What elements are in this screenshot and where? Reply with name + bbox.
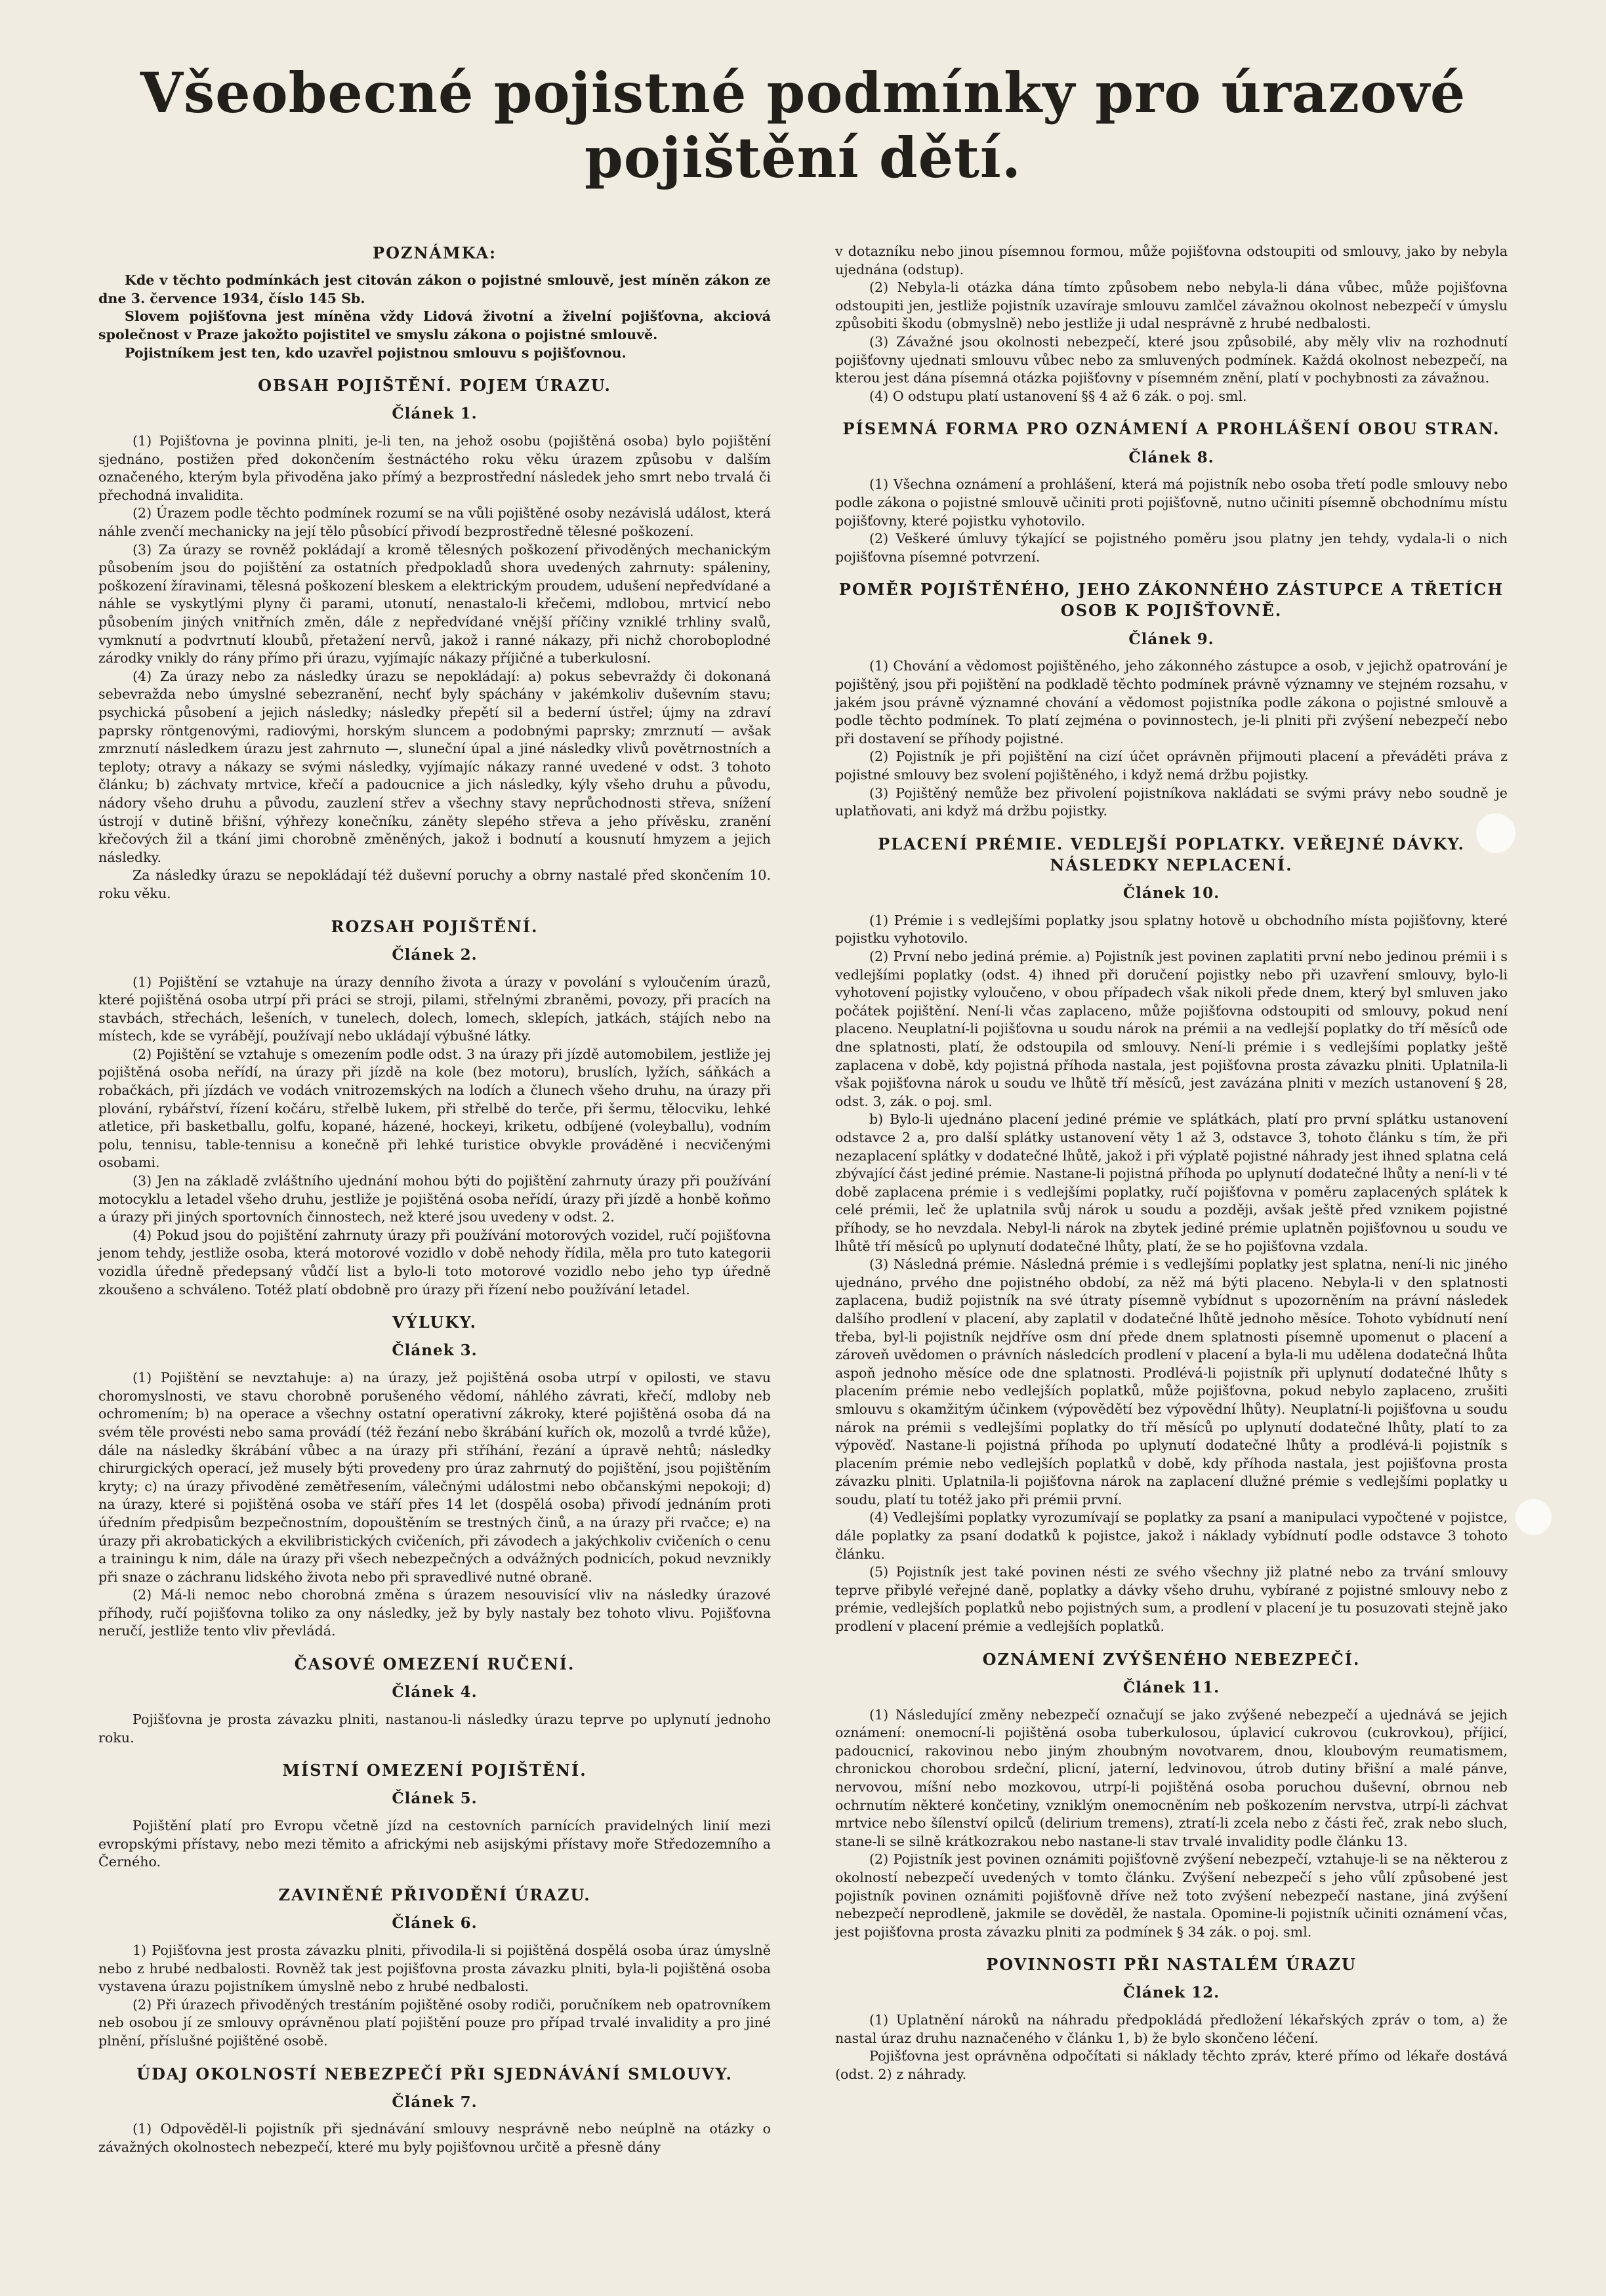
paragraph: (4) O odstupu platí ustanovení §§ 4 až 6 zák. o poj. sml.: [869, 388, 1247, 404]
paragraph: (2) Nebyla-li otázka dána tímto způsobem nebo nebyla-li dána vůbec, může pojišťovna odstoupiti jen, jestliže pojistník uzavíraje smlouvu zamlčel závažnou okolnost nebezpečí v úmyslu způsobiti škodu (obmyslně) nebo jestliže ji udal nesprávně z hrubé nedbalosti.: [835, 279, 1508, 332]
paragraph: (2) Pojistník jest povinen oznámiti pojišťovně zvýšení nebezpečí, vztahuje-li se na některou z okolností nebezpečí uvedených v tomto článku. Zvýšení nebezpečí s jeho vůlí způsobené jest pojistník povinen oznámiti pojišťovně dříve než toto zvýšení nebezpečí nastane, jiná zvýšení nebezpečí neprodleně, jakmile se dověděl, že nastala. Opomine-li pojistník učiniti oznámení včas, jest pojišťovna prosta závazku plniti za podmínek § 34 zák. o poj. sml.: [835, 1851, 1508, 1940]
article-number: Článek 9.: [1128, 630, 1214, 648]
paragraph: Pojišťovna je prosta závazku plniti, nastanou-li následky úrazu teprve po uplynutí jednoho roku.: [98, 1712, 771, 1746]
paragraph: (2) První nebo jediná prémie. a) Pojistník jest povinen zaplatiti první nebo jedinou prémii i s vedlejšími poplatky (odst. 4) ihned při doručení pojistky nebo při uzavření smlouvy, bylo-li vyhotovení pojistky vyloučeno, v obou případech však nikoli přede dnem, který byl smluven jako počátek pojištění. Není-li včas zaplaceno, může pojišťovna odstoupiti od smlouvy, pokud není placeno. Neuplatní-li pojišťovna u soudu nárok na prémii a na vedlejší poplatky do tří měsíců ode dne splatnosti, platí, že odstoupila od smlouvy. Není-li prémie i s vedlejšími poplatky ještě zaplacena v době, kdy pojistná příhoda nastala, jest pojišťovna prosta závazku plniti. Uplatnila-li však pojišťovna nárok u soudu ve lhůtě tří měsíců, jest zavázána plniti v mezích ustanovení § 28, odst. 3, zák. o poj. sml.: [835, 949, 1508, 1109]
section-heading: POMĚR POJIŠTĚNÉHO, JEHO ZÁKONNÉHO ZÁSTUPCE A TŘETÍCH OSOB K POJIŠŤOVNĚ.: [838, 580, 1504, 621]
paragraph: (1) Pojišťovna je povinna plniti, je-li ten, na jehož osobu (pojištěná osoba) bylo pojištění sjednáno, postižen před dokončením šestnáctého roku věku úrazem způsobu v dalším označeného, kterým byla přivoděna jako přímý a bezprostřední následek jeho smrt nebo trvalá či přechodná invalidita.: [98, 433, 771, 503]
section-heading: MÍSTNÍ OMEZENÍ POJIŠTĚNÍ.: [282, 1761, 587, 1780]
section-heading: OZNÁMENÍ ZVÝŠENÉHO NEBEZPEČÍ.: [982, 1649, 1361, 1669]
paragraph: (4) Vedlejšími poplatky vyrozumívají se poplatky za psaní a manipulaci vypočtené v pojistce, dále poplatky za psaní dodatků k pojistce, jakož i náklady vybídnutí podle odstavce 3 tohoto článku.: [835, 1509, 1508, 1562]
left-column: [98, 243, 771, 2157]
note-paragraph: Slovem pojišťovna jest míněna vždy Lidová životní a živelní pojišťovna, akciová společnost v Praze jakožto pojistitel ve smyslu zákona o pojistné smlouvě.: [98, 308, 771, 342]
paragraph: (1) Odpověděl-li pojistník při sjednávání smlouvy nesprávně nebo neúplně na otázky o závažných okolnostech nebezpečí, které mu byly pojišťovnou určitě a přesně dány: [98, 2121, 771, 2156]
paragraph: (3) Pojištěný nemůže bez přivolení pojistníkova nakládati se svými právy nebo soudně je uplatňovati, ani když má držbu pojistky.: [835, 785, 1508, 819]
paragraph: (2) Při úrazech přivoděných trestáním pojištěné osoby rodiči, poručníkem neb opatrovníkem neb osobou jí ze smlouvy oprávněnou platí pojištění pouze pro případ trvalé invalidity a pro jiné plnění, příslušné pojištěné osobě.: [98, 1996, 771, 2049]
article-number: Článek 7.: [392, 2093, 478, 2111]
paragraph: (5) Pojistník jest také povinen nésti ze svého všechny již platné nebo za trvání smlouvy teprve přibylé veřejné daně, poplatky a dávky všeho druhu, vybírané z pojistné smlouvy nebo z prémie, vedlejších poplatků nebo pojistných sum, a prodlení v placení je tu posuzovati stejně jako prodlení v placení prémie a vedlejších poplatků.: [835, 1564, 1508, 1635]
paragraph: (2) Má-li nemoc nebo chorobná změna s úrazem nesouvisící vliv na následky úrazové příhody, ručí pojišťovna toliko za ony následky, jež by byly nastaly bez tohoto vlivu. Pojišťovna neručí, jestliže tento vliv převládá.: [98, 1587, 771, 1639]
article-number: Článek 2.: [392, 945, 478, 964]
paper-damage-spot: [1476, 813, 1515, 853]
paragraph: (1) Všechna oznámení a prohlášení, která má pojistník nebo osoba třetí podle smlouvy nebo podle zákona o pojistné smlouvě učiniti proti pojišťovně, nutno učiniti písemně obchodnímu místu pojišťovny, které pojistku vyhotovilo.: [835, 476, 1508, 529]
paragraph: (4) Pokud jsou do pojištění zahrnuty úrazy při používání motorových vozidel, ručí pojišťovna jenom tehdy, jestliže osoba, která motorové vozidlo v době nehody řídila, měla pro tuto kategorii vozidla úředně předepsaný vůdčí list a bylo-li toto motorové vozidlo nebo jeho typ úředně zkoušeno a schváleno. Totéž platí obdobně pro úrazy při řízení nebo používání letadel.: [98, 1227, 771, 1298]
paragraph: (1) Uplatnění nároků na náhradu předpokládá předložení lékařských zpráv o tom, a) že nastal úraz druhu naznačeného v článku 1, b) že bylo skončeno léčení.: [835, 2012, 1508, 2046]
paragraph: (2) Úrazem podle těchto podmínek rozumí se na vůli pojištěné osoby nezávislá událost, která náhle zvenčí mechanicky na její tělo působící přivodí bezprostředně tělesné poškození.: [98, 505, 771, 540]
right-column: [835, 243, 1508, 2157]
paragraph: Za následky úrazu se nepokládají též duševní poruchy a obrny nastalé před skončením 10. roku věku.: [98, 867, 771, 901]
paragraph: (4) Za úrazy nebo za následky úrazu se nepokládají: a) pokus sebevraždy či dokonaná sebevražda nebo úmyslné sebezranění, nechť byly spáchány v jakémkoliv duševním stavu; psychická působení a jejich následky; následky přepětí sil a bederní ústřel; újmy na zdraví paprsky röntgenovými, radiovými, horským sluncem a podobnými paprsky; zmrznutí — avšak zmrznutí následkem úrazu jest zahrnuto —, sluneční úpal a jiné následky vlivů povětrnostních a teploty; otravy a nákazy se svými následky, vyjímajíc nákazy ranné uvedené v odst. 3 tohoto článku; b) záchvaty mrtvice, křečí a padoucnice a jich následky, kýly všeho druhu a původu, nádory všeho druhu a původu, zauzlení střev a všechny stavy neprůchodnosti střeva, snížení ústrojí v dutině břišní, výhřezy konečníku, záněty slepého střeva a jeho přívěsku, zranění křečových žil a tkání jimi chorobně změněných, jakož i bodnutí a kousnutí hmyzem a jejich následky.: [98, 668, 771, 865]
article-number: Článek 3.: [392, 1342, 478, 1360]
section-heading: POVINNOSTI PŘI NASTALÉM ÚRAZU: [986, 1955, 1357, 1975]
section-heading: VÝLUKY.: [392, 1313, 477, 1332]
paragraph: (2) Veškeré úmluvy týkající se pojistného poměru jsou platny jen tehdy, vydala-li o nich pojišťovna písemné potvrzení.: [835, 531, 1508, 565]
article-number: Článek 4.: [392, 1683, 478, 1702]
paragraph: (1) Následující změny nebezpečí označují se jako zvýšené nebezpečí a ujednává se jejich oznámení: onemocní-li pojištěná osoba tuberkulosou, úplavicí cukrovou (cukrovkou), příjicí, padoucnicí, rakovinou nebo jiným zhoubným novotvarem, dnou, kloubovým reumatismem, chronickou chorobou srdeční, plicní, jaterní, ledvinovou, útrob dutiny břišní a malé pánve, nervovou, míšní nebo mozkovou, utrpí-li pojištěná osoba poruchou duševní, obrnou neb ochrnutím některé končetiny, vzniklým onemocněním neb poškozením nervstva, utrpí-li záchvat mrtvice nebo šílenství opilců (delirium tremens), ztratí-li zcela nebo z části řeč, zrak nebo sluch, stane-li se silně krátkozrakou nebo nastane-li stav trvalé invalidity podle článku 13.: [835, 1706, 1508, 1849]
paragraph: (3) Za úrazy se rovněž pokládají a kromě tělesných poškození přivoděných mechanickým působením jsou do pojištění za ostatních předpokladů shora uvedených zahrnuty: spáleniny, poškození žíravinami, tělesná poškození bleskem a elektrickým proudem, udušení nepředvídané a náhle se vyskytlými plyny či parami, utonutí, nenastalo-li křečemi, mdlobou, mrtvicí nebo působením jiných vnitřních změn, dále z nepředvídané vnější příčiny vzniklé trhliny svalů, vymknutí a podvrtnutí kloubů, přetažení nervů, jakož i ranné nákazy, při nichž choroboplodné zárodky vnikly do rány přímo při úrazu, vyjímajíc nákazy příjičné a tuberkulosní.: [98, 541, 771, 666]
paragraph: 1) Pojišťovna jest prosta závazku plniti, přivodila-li si pojištěná dospělá osoba úraz úmyslně nebo z hrubé nedbalosti. Rovněž tak jest pojišťovna prosta závazku plniti, byla-li pojištěná osoba vystavena úrazu pojistníkem úmyslně nebo z hrubé nedbalosti.: [98, 1942, 771, 1995]
article-number: Článek 10.: [1122, 884, 1220, 903]
note-heading: POZNÁMKA:: [373, 243, 497, 262]
section-heading: ČASOVÉ OMEZENÍ RUČENÍ.: [294, 1654, 575, 1674]
paragraph: (1) Prémie i s vedlejšími poplatky jsou splatny hotově u obchodního místa pojišťovny, které pojistku vyhotovilo.: [835, 912, 1508, 947]
note-paragraph: Pojistníkem jest ten, kdo uzavřel pojistnou smlouvu s pojišťovnou.: [125, 344, 627, 361]
article-number: Článek 1.: [392, 405, 478, 423]
article-number: Článek 8.: [1128, 448, 1214, 466]
paragraph: (1) Pojištění se nevztahuje: a) na úrazy, jež pojištěná osoba utrpí v opilosti, ve stavu choromyslnosti, ve stavu chorobně porušeného vědomí, náhlého závrati, křečí, mdloby neb ochromením; b) na operace a všechny ostatní operativní zákroky, které pojištěná osoba dá na svém těle provésti nebo sama provádí (též řezání nebo škrábání kuřích ok, mozolů a tvrdé kůže), dále na následky škrábání vůbec a na úrazy při stříhání, řezání a úpravě nehtů; následky chirurgických operací, jež musely býti provedeny pro úraz zahrnutý do pojištění, jsou pojištěním kryty; c) na úrazy přivoděné zemětřesením, válečnými událostmi nebo občanskými nepokoji; d) na úrazy, které si pojištěná osoba ve stáří přes 14 let (dospělá osoba) přivodí jednáním proti úředním předpisům bezpečnostním, dopouštěním se trestných činů, a na úrazy při rvačce; e) na úrazy při akrobatických a ekvilibristických cvičeních, při závodech a jakýchkoliv cvičeních o cenu a trainingu k nim, dále na úrazy při všech nebezpečných a odvážných podnicích, pokud nevznikly při snaze o záchranu lidského života nebo při spravedlivé nutné obraně.: [98, 1370, 771, 1585]
section-heading: OBSAH POJIŠTĚNÍ. POJEM ÚRAZU.: [258, 376, 611, 396]
note-block: [98, 272, 771, 362]
section-heading: PLACENÍ PRÉMIE. VEDLEJŠÍ POPLATKY. VEŘEJNÉ DÁVKY. NÁSLEDKY NEPLACENÍ.: [878, 834, 1465, 874]
section-heading: PÍSEMNÁ FORMA PRO OZNÁMENÍ A PROHLÁŠENÍ OBOU STRAN.: [842, 419, 1500, 439]
section-heading: ROZSAH POJIŠTĚNÍ.: [331, 916, 539, 936]
paragraph: (3) Následná prémie. Následná prémie i s vedlejšími poplatky jest splatna, není-li nic jiného ujednáno, prvého dne pojistného období, za něž má býti placeno. Nebyla-li v den splatnosti zaplacena, budiž pojistník na své útraty písemně vybídnut s upozorněním na právní následek dalšího prodlení v placení, aby zaplatil v dodatečné lhůtě jednoho měsíce. Tohoto vybídnutí není třeba, byl-li pojistník nejdříve osm dní přede dnem splatnosti písemně upomenut o placení a zároveň uvědomen o právních následcích prodlení v placení a byla-li mu udělena dodatečná lhůta aspoň jednoho měsíce ode dne splatnosti. Prodlévá-li pojistník při uplynutí dodatečné lhůty s placením prémie nebo vedlejších poplatků, může pojišťovna, pokud nebylo zaplaceno, zrušiti smlouvu s okamžitým účinkem (výpovědětí bez výpovědní lhůty). Neuplatní-li pojišťovna u soudu nárok na prémii s vedlejšími poplatky do tří měsíců po uplynutí dodatečné lhůty, platí to za výpověď. Nastane-li pojistná příhoda po uplynutí dodatečné lhůty a prodlévá-li pojistník s placením prémie nebo vedlejších poplatků v době, kdy příhoda nastala, jest pojišťovna prosta závazku plniti. Uplatnila-li pojišťovna nárok na zaplacení dlužné prémie s vedlejšími poplatky u soudu, platí tu totéž jako při prémii první.: [835, 1256, 1508, 1507]
article-number: Článek 5.: [392, 1790, 478, 1808]
section-heading: ZAVINĚNÉ PŘIVODĚNÍ ÚRAZU.: [278, 1885, 591, 1904]
paragraph: (1) Chování a vědomost pojištěného, jeho zákonného zástupce a osob, v jejichž opatrování je pojištěný, jsou při pojištění na podkladě těchto podmínek právně významny ve stejném rozsahu, v jakém jsou právně významné chování a vědomost pojistníka podle zákona o pojistné smlouvě a podle těchto podmínek. To platí zejména o povinnostech, je-li plniti při zvýšení nebezpečí nebo při dostavení se příhody pojistné.: [835, 658, 1508, 747]
section-heading: ÚDAJ OKOLNOSTÍ NEBEZPEČÍ PŘI SJEDNÁVÁNÍ SMLOUVY.: [136, 2064, 733, 2083]
paragraph: (3) Jen na základě zvláštního ujednání mohou býti do pojištění zahrnuty úrazy při používání motocyklu a letadel všeho druhu, jestliže je pojištěná osoba neřídí, úrazy při jízdě a honbě koňmo a úrazy při jiných sportovních činnostech, než které jsou uvedeny v odst. 2.: [98, 1173, 771, 1225]
paragraph: (2) Pojištění se vztahuje s omezením podle odst. 3 na úrazy při jízdě automobilem, jestliže jej pojištěná osoba neřídí, na úrazy při jízdě na kole (bez motoru), bruslích, lyžích, sáňkách a robačkách, při jízdách ve vodách vnitrozemských na lodích a člunech všeho druhu, na úrazy při plování, rybářství, řízení kočáru, střelbě lukem, při střelbě do terče, při šermu, tělocviku, lehké atletice, při basketballu, golfu, kopané, házené, hockeyi, kriketu, odbíjené (voleyballu), vodním polu, tennisu, table-tennisu a konečně při lehké turistice obvykle prováděné i necvičenými osobami.: [98, 1046, 771, 1171]
paragraph: (1) Pojištění se vztahuje na úrazy denního života a úrazy v povolání s vyloučením úrazů, které pojištěná osoba utrpí při práci se stroji, pilami, střelnými zbraněmi, povozy, při pracích na stavbách, střechách, lešeních, v tunelech, dolech, lomech, sklepích, jatkách, stájích nebo na místech, kde se vyrábějí, používají nebo ukládají výbušné látky.: [98, 974, 771, 1044]
paragraph: Pojišťovna jest oprávněna odpočítati si náklady těchto zpráv, které přímo od lékaře dostává (odst. 2) z náhrady.: [835, 2048, 1508, 2083]
paragraph: (2) Pojistník je při pojištění na cizí účet oprávněn přijmouti placení a převáděti práva z pojistné smlouvy bez svolení pojištěného, i když nemá držbu pojistky.: [835, 748, 1508, 783]
article-number: Článek 11.: [1122, 1678, 1220, 1696]
paper-damage-spot: [1515, 1499, 1552, 1535]
paragraph: (3) Závažné jsou okolnosti nebezpečí, které jsou způsobilé, aby měly vliv na rozhodnutí pojišťovny ujednati smlouvu vůbec nebo za smluvených podmínek. Každá okolnost nebezpečí, na kterou jest dána písemná otázka pojišťovny v písemném znění, platí v pochybnosti za závažnou.: [835, 333, 1508, 386]
paragraph: b) Bylo-li ujednáno placení jediné prémie ve splátkách, platí pro první splátku ustanovení odstavce 2 a, pro další splátky ustanovení věty 1 až 3, odstavce 3, tohoto článku s tím, že při nezaplacení splátky v dodatečné lhůtě, jakož i při výplatě pojistné náhrady jest ihned splatna celá zbývající část jediné prémie. Nastane-li pojistná příhoda po uplynutí dodatečné lhůty a není-li v té době zaplacena prémie i s vedlejšími poplatky, ručí pojišťovna v poměru zaplacených splátek k celé prémii, leč že uplatnila svůj nárok u soudu a později, avšak ještě před vznikem pojistné příhody, se ho nevzdala. Nebyl-li nárok na zbytek jediné prémie uplatněn pojišťovnou u soudu ve lhůtě tří měsíců po uplynutí dodatečné lhůty, platí, že se ho pojišťovna vzdala.: [835, 1111, 1508, 1254]
document-title: Všeobecné pojistné podmínky pro úrazové pojištění dětí.: [140, 60, 1466, 190]
paragraph: v dotazníku nebo jinou písemnou formou, může pojišťovna odstoupiti od smlouvy, jako by nebyla ujednána (odstup).: [835, 243, 1508, 277]
paragraph: Pojištění platí pro Evropu včetně jízd na cestovních parnících pravidelných linií mezi evropskými přístavy, nebo mezi těmito a africkými neb asijskými přístavy moře Středozemního a Černého.: [98, 1818, 771, 1870]
note-paragraph: Kde v těchto podmínkách jest citován zákon o pojistné smlouvě, jest míněn zákon ze dne 3. července 1934, číslo 145 Sb.: [98, 272, 771, 306]
article-number: Článek 6.: [392, 1914, 478, 1933]
article-number: Článek 12.: [1122, 1984, 1220, 2002]
